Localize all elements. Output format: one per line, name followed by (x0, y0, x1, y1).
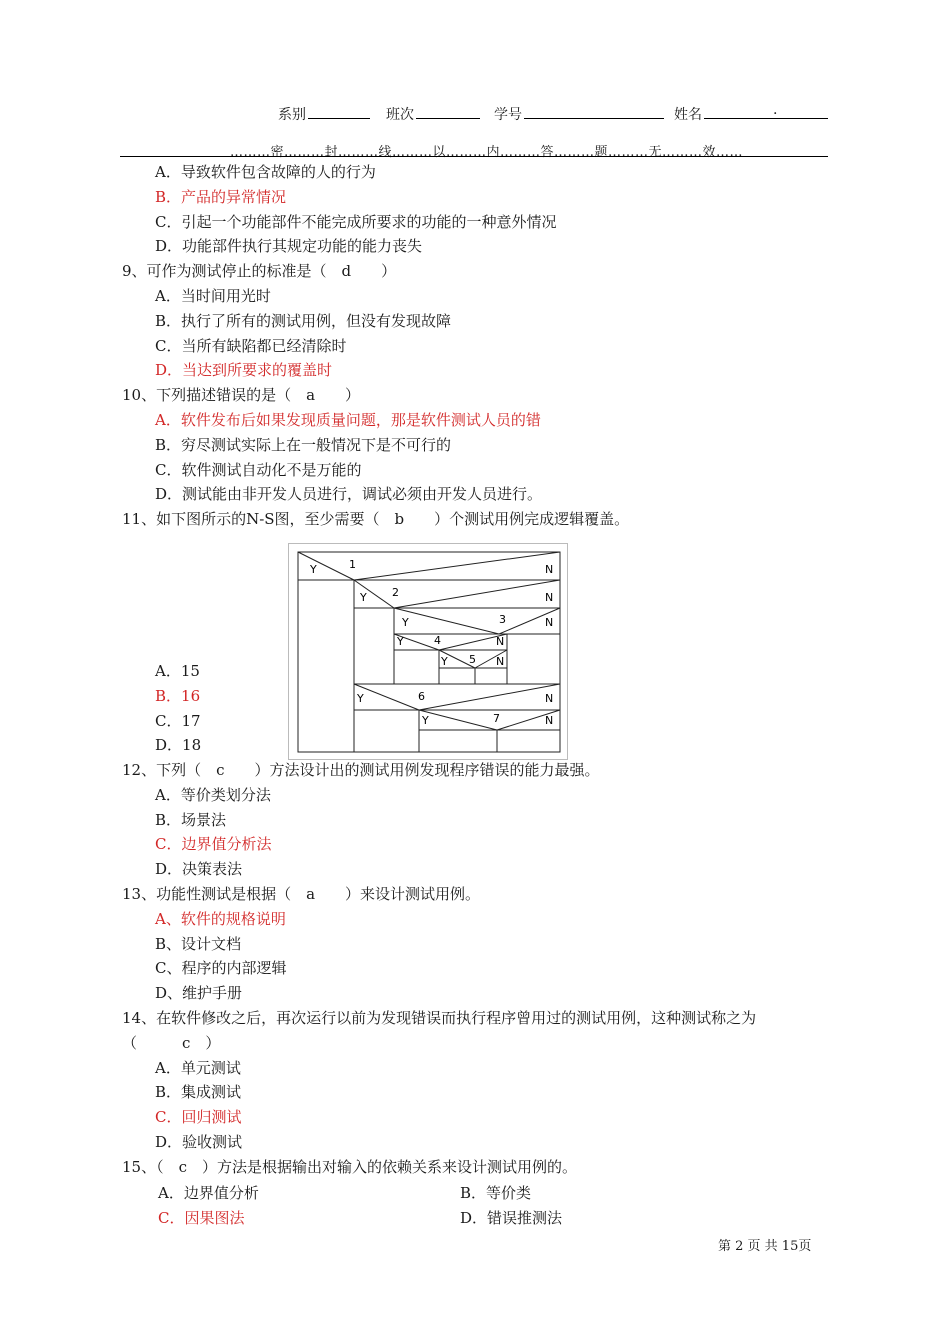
dept-field[interactable] (308, 118, 370, 119)
ns-label: N (545, 616, 554, 629)
option-line: C．当所有缺陷都已经清除时 (155, 336, 347, 355)
ns-label: Y (402, 616, 409, 629)
option-line: B．场景法 (155, 810, 227, 829)
header-divider (120, 156, 828, 157)
ns-label: N (496, 655, 505, 668)
ns-diagram-svg (289, 544, 567, 759)
ns-label: N (545, 692, 554, 705)
ns-label: Y (422, 714, 429, 727)
option-line: B．穷尽测试实际上在一般情况下是不可行的 (155, 435, 452, 454)
option-line: C．回归测试 (155, 1108, 242, 1127)
ns-label: N (545, 714, 554, 727)
option-line: C．引起一个功能部件不能完成所要求的功能的一种意外情况 (155, 212, 557, 231)
student-id-label: 学号 (494, 107, 522, 123)
name-field[interactable] (704, 118, 828, 119)
question-line: （ c ） (122, 1033, 221, 1052)
option-line: D．测试能由非开发人员进行，调试必须由开发人员进行。 (155, 485, 543, 504)
ns-label: N (545, 563, 554, 576)
option-line: B．等价类 (460, 1184, 532, 1202)
question-line: 10、下列描述错误的是（ a ） (122, 386, 361, 405)
page-number: 第 2 页 共 15页 (718, 1239, 812, 1254)
ns-label: 2 (392, 586, 399, 599)
option-line: A、软件的规格说明 (155, 909, 286, 928)
ns-label: Y (441, 655, 448, 668)
ns-label: Y (360, 591, 367, 604)
question-line: 11、如下图所示的N-S图，至少需要（ b ）个测试用例完成逻辑覆盖。 (122, 510, 630, 529)
option-line: A．15 (155, 662, 200, 680)
option-line: D、维护手册 (155, 984, 243, 1003)
option-line: D．当达到所要求的覆盖时 (155, 361, 333, 380)
class-label: 班次 (386, 107, 414, 123)
option-line: C．软件测试自动化不是万能的 (155, 460, 362, 479)
ns-label: 6 (418, 690, 425, 703)
option-line: A．等价类划分法 (155, 785, 271, 804)
option-line: C．17 (155, 711, 201, 730)
option-line: A．软件发布后如果发现质量问题，那是软件测试人员的错 (155, 411, 541, 429)
dept-label: 系别 (278, 107, 306, 123)
question-line: 14、在软件修改之后，再次运行以前为发现错误而执行程序曾用过的测试用例，这种测试称之为 (122, 1009, 757, 1027)
ns-label: 7 (493, 712, 500, 725)
question-line: 13、功能性测试是根据（ a ）来设计测试用例。 (122, 885, 481, 903)
ns-label: Y (357, 692, 364, 705)
ns-label: Y (397, 635, 404, 648)
question-line: 9、可作为测试停止的标准是（ d ） (122, 262, 397, 281)
option-line: D．18 (155, 736, 202, 755)
option-line: B．16 (155, 686, 201, 705)
option-line: B．集成测试 (155, 1083, 242, 1102)
option-line: C、程序的内部逻辑 (155, 959, 287, 978)
option-line: B、设计文档 (155, 934, 242, 953)
class-field[interactable] (416, 118, 480, 119)
option-line: B．执行了所有的测试用例，但没有发现故障 (155, 311, 452, 330)
option-line: D．决策表法 (155, 860, 243, 879)
ns-label: N (545, 591, 554, 604)
option-line: A．单元测试 (155, 1058, 241, 1077)
option-line: A．导致软件包含故障的人的行为 (155, 163, 376, 181)
question-line: 12、下列（ c ）方法设计出的测试用例发现程序错误的能力最强。 (122, 761, 600, 779)
option-line: D．功能部件执行其规定功能的能力丧失 (155, 237, 423, 256)
name-label: 姓名 (674, 107, 702, 123)
ns-label: Y (310, 563, 317, 576)
ns-diagram (288, 543, 568, 760)
option-line: A．当时间用光时 (155, 287, 271, 305)
ns-label: 1 (349, 558, 356, 571)
ns-label: N (496, 635, 505, 648)
seal-line-notice: ………密………封………线………以………内………答………题………无………效…… (230, 145, 744, 160)
option-line: C．边界值分析法 (155, 835, 272, 854)
option-line: A．边界值分析 (158, 1184, 259, 1202)
ns-label: 3 (499, 613, 506, 626)
option-line: B．产品的异常情况 (155, 187, 287, 206)
option-line: D．错误推测法 (460, 1209, 563, 1227)
ns-label: 5 (469, 653, 476, 666)
option-line: C．因果图法 (158, 1209, 245, 1227)
ns-label: 4 (434, 634, 441, 647)
student-id-field[interactable] (524, 118, 664, 119)
name-dot: . (773, 102, 778, 118)
option-line: D．验收测试 (155, 1133, 243, 1151)
question-line: 15、（ c ）方法是根据输出对输入的依赖关系来设计测试用例的。 (122, 1157, 577, 1176)
